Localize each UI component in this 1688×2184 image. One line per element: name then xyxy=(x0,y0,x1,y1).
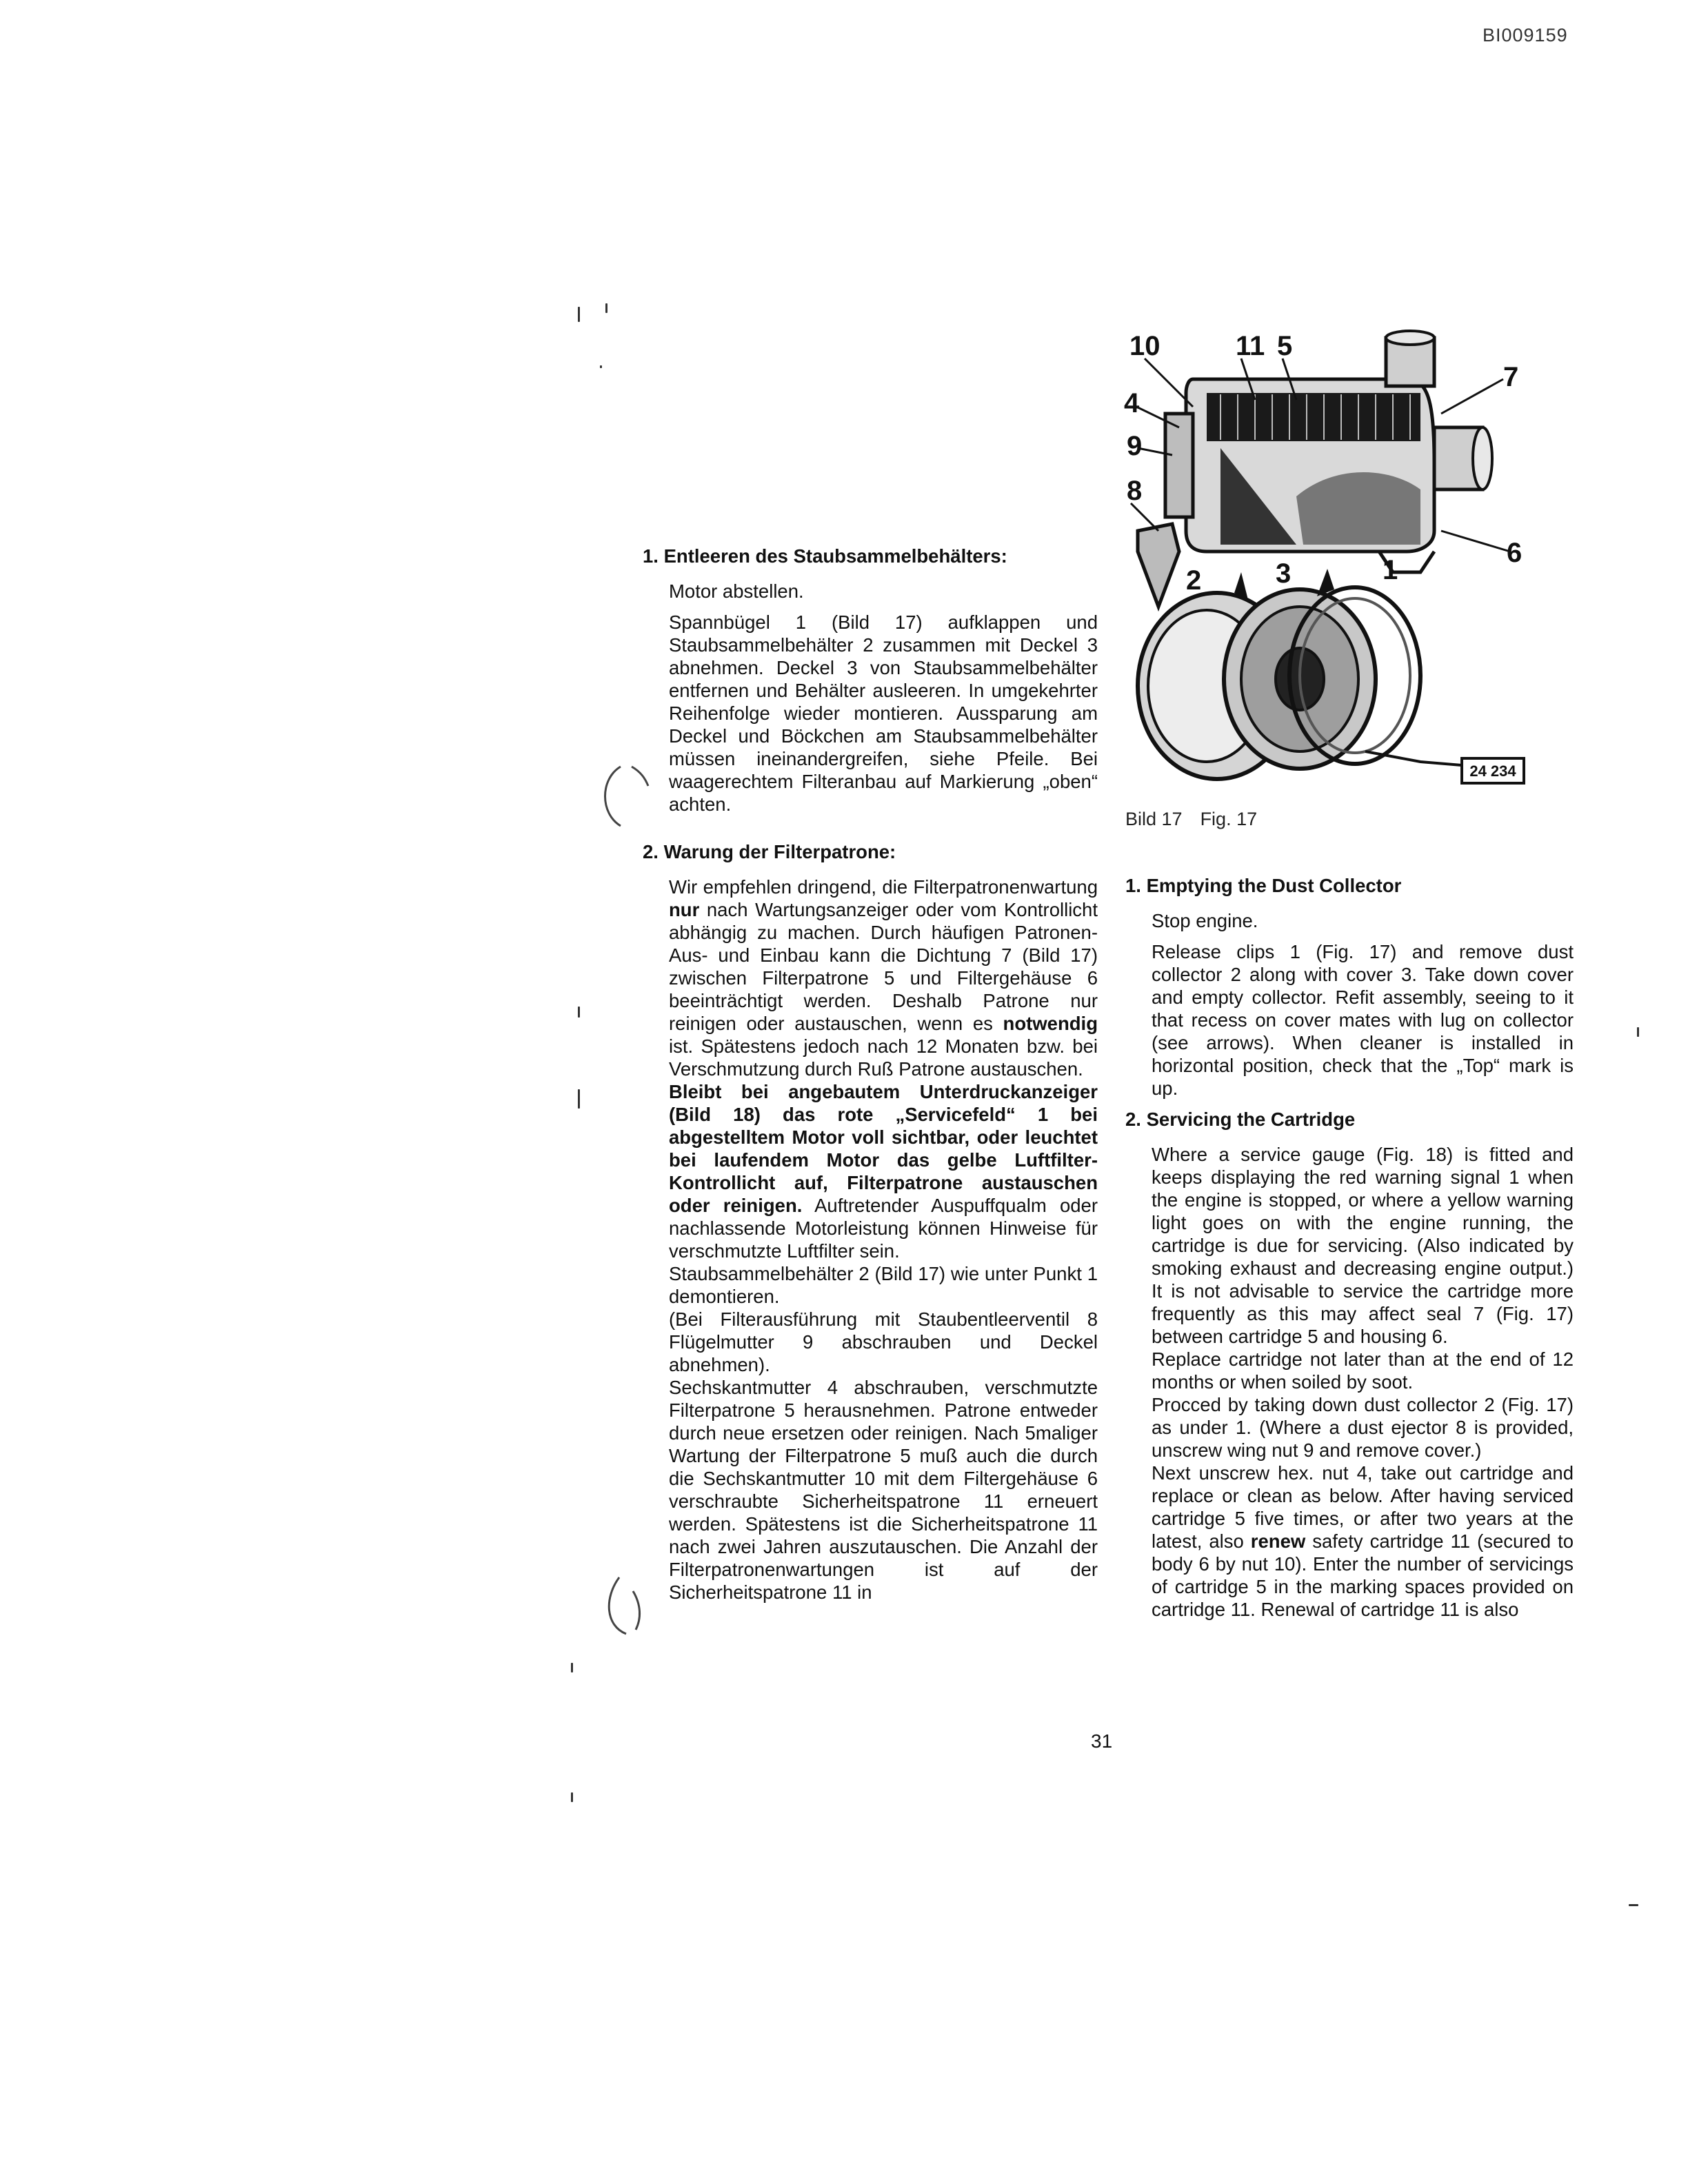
callout-10: 10 xyxy=(1129,331,1160,361)
callout-8: 8 xyxy=(1127,476,1143,506)
german-s2-p2: Bleibt bei angebautem Unterdruckanzeiger (Bild 18) das rote „Servicefeld“ 1 bei abgestelltem Motor voll sichtbar, oder leuchtet bei laufendem Motor das gelbe Luftfilter-Kontrollicht auf, Filterpatrone austauschen oder reinigen. Auftretender Auspuffqualm oder nachlassende Motorleistung können Hinweise für verschmutzte Luftfilter sein. xyxy=(669,1081,1098,1262)
scan-mark xyxy=(578,307,580,322)
german-section1-heading: 1. Entleeren des Staubsammelbehälters: xyxy=(643,545,1007,567)
scan-mark xyxy=(1629,1904,1638,1906)
callout-3: 3 xyxy=(1276,558,1292,589)
german-column xyxy=(643,545,1098,1604)
english-s2-p4: Next unscrew hex. nut 4, take out cartridge and replace or clean as below. After having serviced cartridge 5 five times, or after two years at the latest, also renew safety cartridge 11 (secured to body 6 by nut 10). Enter the number of servicings of cartridge 5 in the marking spaces provided on cartridge 11. Renewal of cartridge 11 is also xyxy=(1152,1462,1574,1620)
caption-english: Fig. 17 xyxy=(1200,809,1258,829)
scan-mark xyxy=(578,1089,580,1109)
document-id: BI009159 xyxy=(1483,25,1568,46)
callout-9: 9 xyxy=(1127,431,1143,461)
callout-6: 6 xyxy=(1507,538,1523,568)
english-section1-body xyxy=(1125,909,1574,1100)
german-s2-p3: Staubsammelbehälter 2 (Bild 17) wie unter Punkt 1 demontieren. xyxy=(669,1263,1098,1307)
callout-4: 4 xyxy=(1124,388,1140,418)
callout-11: 11 xyxy=(1236,331,1265,361)
scan-mark xyxy=(600,365,602,368)
scan-mark xyxy=(578,1007,580,1018)
english-section2-heading: 2. Servicing the Cartridge xyxy=(1125,1109,1356,1130)
scan-mark xyxy=(571,1663,573,1672)
german-s1-p1: Motor abstellen. xyxy=(669,580,804,602)
callout-7: 7 xyxy=(1503,362,1519,392)
callout-2: 2 xyxy=(1186,565,1202,596)
page-number: 31 xyxy=(1091,1730,1113,1752)
figure-caption xyxy=(1125,809,1257,830)
german-section1-body xyxy=(643,580,1098,816)
english-s2-p1: Where a service gauge (Fig. 18) is fitted and keeps displaying the red warning signal 1 when the engine is stopped, or where a yellow warning light goes on with the engine running, the cartridge is due for servicing. (Also indicated by smoking exhaust and decreasing engine output.) It is not advisable to service the cartridge more frequently as this may affect seal 7 (Fig. 17) between cartridge 5 and housing 6. xyxy=(1152,1144,1574,1347)
english-column xyxy=(1125,874,1574,1621)
scan-mark xyxy=(1637,1027,1639,1037)
english-s1-p2: Release clips 1 (Fig. 17) and remove dust collector 2 along with cover 3. Take down cover and empty collector. Refit assembly, seeing to it that recess on cover mates with lug on collector (see arrows). When cleaner is installed in horizontal position, check that the „Top“ mark is up. xyxy=(1152,941,1574,1099)
german-section2-heading: 2. Warung der Filterpatrone: xyxy=(643,841,896,862)
german-section2-body xyxy=(643,876,1098,1604)
air-filter-illustration xyxy=(1117,324,1531,800)
english-s1-p1: Stop engine. xyxy=(1152,910,1258,931)
air-filter-figure xyxy=(1117,324,1531,800)
callout-1: 1 xyxy=(1383,555,1398,585)
german-s2-p4: (Bei Filterausführung mit Staubentleerventil 8 Flügelmutter 9 abschrauben und Deckel abnehmen). xyxy=(669,1308,1098,1375)
scan-mark xyxy=(605,303,607,313)
callout-5: 5 xyxy=(1277,331,1293,361)
caption-german: Bild 17 xyxy=(1125,809,1183,829)
english-section1-heading: 1. Emptying the Dust Collector xyxy=(1125,875,1402,896)
english-s2-p3: Procced by taking down dust collector 2 (Fig. 17) as under 1. (Where a dust ejector 8 is provided, unscrew wing nut 9 and remove cover.) xyxy=(1152,1394,1574,1461)
german-s2-p1: Wir empfehlen dringend, die Filterpatronenwartung nur nach Wartungsanzeiger oder vom Kontrollicht abhängig zu machen. Durch häufigen Patronen-Aus- und Einbau kann die Dichtung 7 (Bild 17) zwischen Filterpatrone 5 und Filtergehäuse 6 beeinträchtigt werden. Deshalb Patrone nur reinigen oder austauschen, wenn es notwendig ist. Spätestens jedoch nach 12 Monaten bzw. bei Verschmutzung durch Ruß Patrone austauschen. xyxy=(669,876,1098,1080)
german-s1-p2: Spannbügel 1 (Bild 17) aufklappen und Staubsammelbehälter 2 zusammen mit Deckel 3 abnehmen. Deckel 3 von Staubsammelbehälter entfernen und Behälter ausleeren. In umgekehrter Reihenfolge wieder montieren. Aussparung am Deckel und Böckchen am Staubsammelbehälter müssen ineinandergreifen, siehe Pfeile. Bei waagerechtem Filteranbau auf Markierung „oben“ achten. xyxy=(669,611,1098,815)
english-section2-body xyxy=(1125,1143,1574,1621)
scan-mark xyxy=(571,1792,573,1802)
figure-code: 24 234 xyxy=(1469,762,1516,780)
german-s2-p5: Sechskantmutter 4 abschrauben, verschmutzte Filterpatrone 5 herausnehmen. Patrone entweder durch neue ersetzen oder reinigen. Nach 5maliger Wartung der Filterpatrone 5 muß auch die durch die Sechskantmutter 10 mit dem Filtergehäuse 6 verschraubte Sicherheitspatrone 11 erneuert werden. Spätestens ist die Sicherheitspatrone 11 nach zwei Jahren auszutauschen. Die Anzahl der Filterpatronenwartungen ist auf der Sicherheitspatrone 11 in xyxy=(669,1377,1098,1603)
english-s2-p2: Replace cartridge not later than at the end of 12 months or when soiled by soot. xyxy=(1152,1348,1574,1393)
